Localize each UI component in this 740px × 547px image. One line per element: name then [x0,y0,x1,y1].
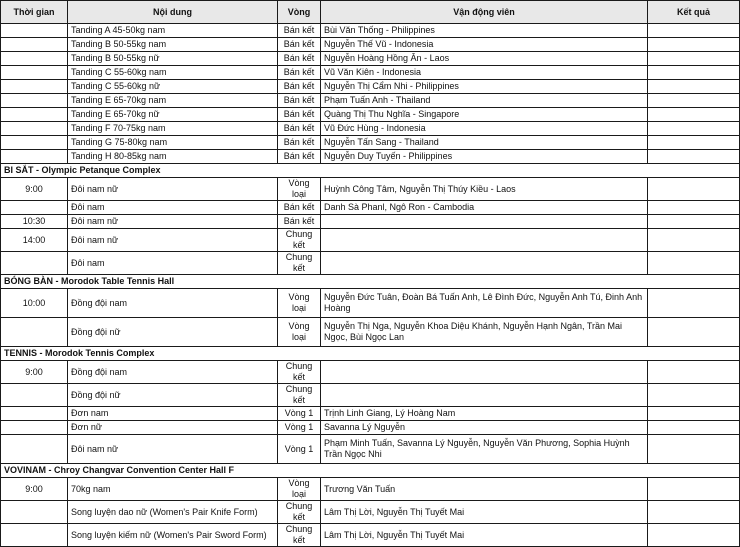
athlete-cell: Phạm Minh Tuấn, Savanna Lý Nguyễn, Nguyễn Văn Phương, Sophia Huỳnh Trần Ngọc Nhi [321,435,648,464]
content-cell: Tanding F 70-75kg nam [68,122,278,136]
round-cell: Chung kết [278,384,321,407]
athlete-cell: Trịnh Linh Giang, Lý Hoàng Nam [321,407,648,421]
time-cell [1,38,68,52]
result-cell [648,201,740,215]
athlete-cell: Lâm Thị Lời, Nguyễn Thị Tuyết Mai [321,524,648,547]
result-cell [648,384,740,407]
athlete-cell [321,215,648,229]
content-cell: Đôi nam nữ [68,435,278,464]
result-cell [648,318,740,347]
content-cell: Đôi nam nữ [68,229,278,252]
content-cell: Tanding A 45-50kg nam [68,24,278,38]
result-cell [648,24,740,38]
table-row [1,178,740,201]
table-row [1,421,740,435]
result-cell [648,501,740,524]
section-title: BI SẮT - Olympic Petanque Complex [1,164,740,178]
header-athlete: Vận động viên [321,1,648,24]
result-cell [648,435,740,464]
result-cell [648,52,740,66]
content-cell: Đôi nam nữ [68,178,278,201]
round-cell: Chung kết [278,361,321,384]
table-row [1,524,740,547]
result-cell [648,122,740,136]
table-row [1,108,740,122]
result-cell [648,421,740,435]
round-cell: Bán kết [278,122,321,136]
section-header-bisat [1,164,740,178]
table-row [1,435,740,464]
time-cell [1,94,68,108]
round-cell: Vòng 1 [278,421,321,435]
time-cell [1,52,68,66]
content-cell: Đôi nam [68,252,278,275]
time-cell: 10:00 [1,289,68,318]
result-cell [648,178,740,201]
result-cell [648,215,740,229]
table-row [1,80,740,94]
athlete-cell: Phạm Tuấn Anh - Thailand [321,94,648,108]
result-cell [648,150,740,164]
athlete-cell [321,229,648,252]
content-cell: Đồng đội nữ [68,384,278,407]
content-cell: Đơn nữ [68,421,278,435]
round-cell: Vòng 1 [278,407,321,421]
round-cell: Bán kết [278,24,321,38]
athlete-cell [321,252,648,275]
content-cell: Đôi nam nữ [68,215,278,229]
table-row [1,361,740,384]
content-cell: Tanding C 55-60kg nữ [68,80,278,94]
content-cell: Đồng đội nam [68,289,278,318]
table-row [1,94,740,108]
table-row [1,52,740,66]
athlete-cell: Trương Văn Tuấn [321,478,648,501]
round-cell: Vòng loại [278,289,321,318]
round-cell: Bán kết [278,52,321,66]
result-cell [648,289,740,318]
table-row [1,201,740,215]
table-row [1,318,740,347]
content-cell: Tanding H 80-85kg nam [68,150,278,164]
athlete-cell: Nguyễn Tấn Sang - Thailand [321,136,648,150]
table-row [1,501,740,524]
athlete-cell: Vũ Đức Hùng - Indonesia [321,122,648,136]
time-cell [1,501,68,524]
result-cell [648,407,740,421]
header-round: Vòng [278,1,321,24]
athlete-cell: Nguyễn Thế Vũ - Indonesia [321,38,648,52]
time-cell: 10:30 [1,215,68,229]
athlete-cell: Nguyễn Hoàng Hồng Ân - Laos [321,52,648,66]
time-cell [1,108,68,122]
result-cell [648,94,740,108]
table-row [1,384,740,407]
table-row [1,229,740,252]
content-cell: Tanding C 55-60kg nam [68,66,278,80]
round-cell: Bán kết [278,136,321,150]
round-cell: Bán kết [278,215,321,229]
table-row [1,289,740,318]
table-row [1,478,740,501]
athlete-cell: Bùi Văn Thống - Philippines [321,24,648,38]
time-cell [1,201,68,215]
table-row [1,38,740,52]
header-result: Kết quả [648,1,740,24]
content-cell: Đôi nam [68,201,278,215]
result-cell [648,108,740,122]
time-cell [1,407,68,421]
athlete-cell: Danh Sà Phanl, Ngô Ron - Cambodia [321,201,648,215]
round-cell: Bán kết [278,80,321,94]
athlete-cell [321,384,648,407]
section-header-bongban [1,275,740,289]
content-cell: Tanding G 75-80kg nam [68,136,278,150]
result-cell [648,524,740,547]
athlete-cell: Nguyễn Thị Nga, Nguyễn Khoa Diệu Khánh, Nguyễn Hạnh Ngân, Trần Mai Ngọc, Bùi Ngọc Lan [321,318,648,347]
table-row [1,122,740,136]
content-cell: Tanding E 65-70kg nam [68,94,278,108]
content-cell: Đơn nam [68,407,278,421]
time-cell: 9:00 [1,178,68,201]
section-title: TENNIS - Morodok Tennis Complex [1,347,740,361]
table-row [1,150,740,164]
time-cell [1,252,68,275]
round-cell: Chung kết [278,501,321,524]
round-cell: Bán kết [278,108,321,122]
round-cell: Vòng loại [278,178,321,201]
content-cell: Song luyện dao nữ (Women's Pair Knife Form) [68,501,278,524]
round-cell: Vòng loại [278,478,321,501]
section-title: BÓNG BÀN - Morodok Table Tennis Hall [1,275,740,289]
header-content: Nội dung [68,1,278,24]
table-row [1,407,740,421]
time-cell [1,435,68,464]
time-cell [1,80,68,94]
result-cell [648,66,740,80]
round-cell: Bán kết [278,38,321,52]
result-cell [648,136,740,150]
table-row [1,24,740,38]
time-cell [1,421,68,435]
athlete-cell: Savanna Lý Nguyễn [321,421,648,435]
time-cell [1,150,68,164]
table-row [1,136,740,150]
header-row [1,1,740,24]
time-cell [1,384,68,407]
athlete-cell: Huỳnh Công Tâm, Nguyễn Thị Thúy Kiều - Laos [321,178,648,201]
round-cell: Bán kết [278,66,321,80]
round-cell: Chung kết [278,524,321,547]
content-cell: Tanding B 50-55kg nam [68,38,278,52]
content-cell: Đồng đội nam [68,361,278,384]
header-time: Thời gian [1,1,68,24]
result-cell [648,478,740,501]
round-cell: Vòng loại [278,318,321,347]
time-cell [1,136,68,150]
time-cell [1,122,68,136]
content-cell: 70kg nam [68,478,278,501]
time-cell [1,524,68,547]
table-row [1,252,740,275]
athlete-cell: Quàng Thị Thu Nghĩa - Singapore [321,108,648,122]
round-cell: Bán kết [278,150,321,164]
time-cell [1,66,68,80]
athlete-cell: Nguyễn Thị Cẩm Nhi - Philippines [321,80,648,94]
table-row [1,215,740,229]
time-cell: 9:00 [1,478,68,501]
time-cell [1,24,68,38]
athlete-cell: Vũ Văn Kiên - Indonesia [321,66,648,80]
athlete-cell: Nguyễn Đức Tuân, Đoàn Bá Tuấn Anh, Lê Đình Đức, Nguyễn Anh Tú, Đinh Anh Hoàng [321,289,648,318]
athlete-cell: Lâm Thị Lời, Nguyễn Thị Tuyết Mai [321,501,648,524]
athlete-cell [321,361,648,384]
content-cell: Đồng đội nữ [68,318,278,347]
section-title: VOVINAM - Chroy Changvar Convention Center Hall F [1,464,740,478]
round-cell: Chung kết [278,229,321,252]
content-cell: Tanding E 65-70kg nữ [68,108,278,122]
result-cell [648,229,740,252]
round-cell: Bán kết [278,201,321,215]
round-cell: Vòng 1 [278,435,321,464]
result-cell [648,361,740,384]
content-cell: Tanding B 50-55kg nữ [68,52,278,66]
time-cell: 14:00 [1,229,68,252]
section-header-tennis [1,347,740,361]
content-cell: Song luyện kiếm nữ (Women's Pair Sword Form) [68,524,278,547]
round-cell: Bán kết [278,94,321,108]
result-cell [648,252,740,275]
result-cell [648,38,740,52]
table-row [1,66,740,80]
section-header-vovinam [1,464,740,478]
round-cell: Chung kết [278,252,321,275]
result-cell [648,80,740,94]
time-cell [1,318,68,347]
time-cell: 9:00 [1,361,68,384]
athlete-cell: Nguyễn Duy Tuyến - Philippines [321,150,648,164]
